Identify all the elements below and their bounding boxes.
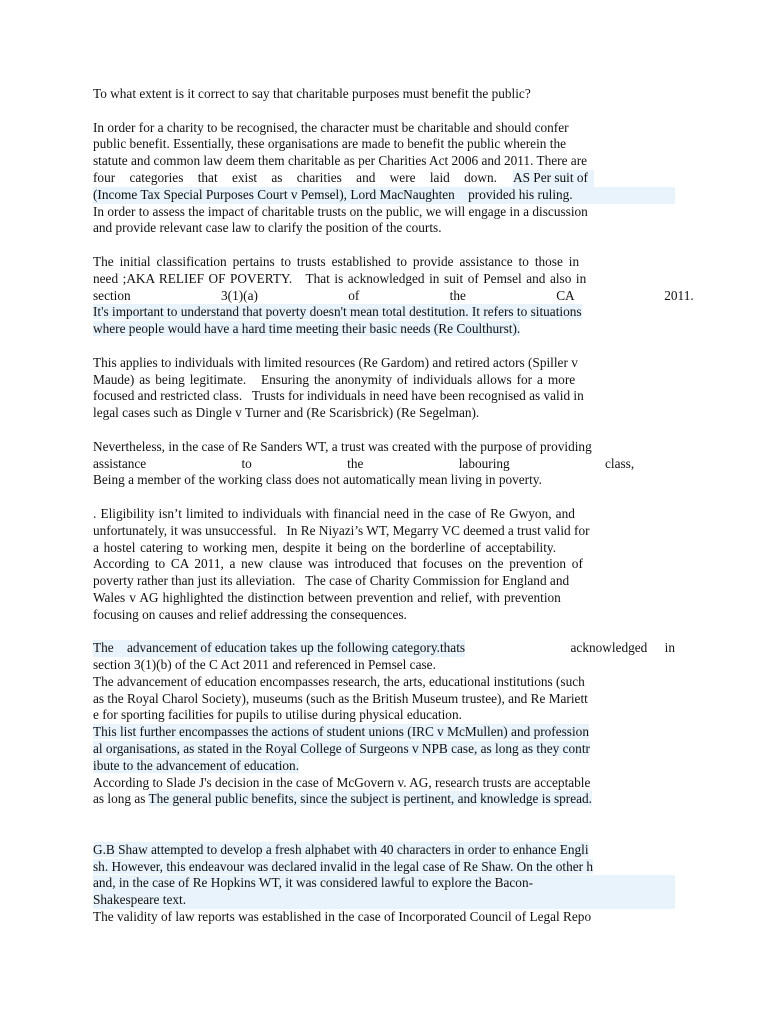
text-line-highlighted: G.B Shaw attempted to develop a fresh alphabet with 40 characters in order to enhance Engli bbox=[93, 841, 589, 857]
text-line: legal cases such as Dingle v Turner and (Re Scarisbrick) (Re Segelman). bbox=[93, 405, 480, 421]
text-line-highlighted: where people would have a hard time meeting their basic needs (Re Coulthurst). bbox=[93, 321, 521, 337]
paragraph-relief-of-poverty bbox=[93, 253, 694, 338]
paragraph-introduction bbox=[93, 120, 675, 238]
document-page bbox=[93, 86, 694, 926]
text-line: Being a member of the working class does not automatically mean living in poverty. bbox=[93, 472, 542, 488]
text-line: According to CA 2011, a new clause was introduced that focuses on the prevention of bbox=[93, 556, 583, 572]
text-line-highlighted: The general public benefits, since the subject is pertinent, and knowledge is spread. bbox=[148, 791, 592, 807]
text-line-highlighted: It's important to understand that poverty doesn't mean total destitution. It refers to situations bbox=[93, 304, 582, 320]
paragraph-advancement-of-education bbox=[93, 640, 675, 808]
text-line: acknowledged in bbox=[570, 640, 675, 656]
text-line-highlighted: sh. However, this endeavour was declared invalid in the legal case of Re Shaw. On the other h bbox=[93, 858, 594, 874]
text-line: Nevertheless, in the case of Re Sanders WT, a trust was created with the purpose of providing bbox=[93, 438, 592, 454]
text-line: four categories that exist as charities and were laid down. bbox=[93, 169, 497, 185]
text-line: and provide relevant case law to clarify the position of the courts. bbox=[93, 220, 442, 236]
text-line-highlighted: (Income Tax Special Purposes Court v Pemsel), Lord MacNaughten provided his ruling. bbox=[93, 187, 675, 204]
text-line-highlighted: ibute to the advancement of education. bbox=[93, 757, 300, 773]
text-line: In order to assess the impact of charitable trusts on the public, we will engage in a discussion bbox=[93, 203, 588, 219]
text-line: poverty rather than just its alleviation. The case of Charity Commission for England and bbox=[93, 573, 570, 589]
text-line-highlighted: al organisations, as stated in the Royal College of Surgeons v NPB case, as long as they contr bbox=[93, 741, 590, 757]
text-line: public benefit. Essentially, these organisations are made to benefit the public wherein the bbox=[93, 136, 567, 152]
text-line: statute and common law deem them charitable as per Charities Act 2006 and 2011. There are bbox=[93, 153, 588, 169]
text-line: as long as bbox=[93, 791, 149, 807]
text-line-highlighted: This list further encompasses the actions of student unions (IRC v McMullen) and profession bbox=[93, 724, 589, 740]
paragraph-shaw-alphabet bbox=[93, 842, 675, 926]
text-line: section 3(1)(b) of the C Act 2011 and referenced in Pemsel case. bbox=[93, 657, 436, 673]
text-line: as the Royal Charol Society), museums (such as the British Museum trustee), and Re Mariett bbox=[93, 690, 588, 706]
text-line: The advancement of education encompasses research, the arts, educational institutions (such bbox=[93, 673, 585, 689]
text-line: section 3(1)(a) of the CA 2011. bbox=[93, 287, 694, 303]
text-line: Maude) as being legitimate. Ensuring the anonymity of individuals allows for a more bbox=[93, 371, 576, 387]
text-line: . Eligibility isn’t limited to individuals with financial need in the case of Re Gwyon, and bbox=[93, 505, 575, 521]
text-line-highlighted: AS Per suit of bbox=[513, 170, 594, 187]
text-line: e for sporting facilities for pupils to utilise during physical education. bbox=[93, 707, 462, 723]
text-line: assistance to the labouring class, bbox=[93, 455, 635, 471]
paragraph-re-sanders bbox=[93, 439, 675, 489]
essay-question: To what extent is it correct to say that charitable purposes must benefit the public? bbox=[93, 86, 531, 101]
text-line: This applies to individuals with limited resources (Re Gardom) and retired actors (Spiller v bbox=[93, 354, 578, 370]
paragraph-eligibility bbox=[93, 506, 675, 624]
text-line: need ;AKA RELIEF OF POVERTY. That is acknowledged in suit of Pemsel and also in bbox=[93, 270, 587, 286]
text-line: focused and restricted class. Trusts for individuals in need have been recognised as valid in bbox=[93, 388, 584, 404]
text-line: Wales v AG highlighted the distinction between prevention and relief, with prevention bbox=[93, 589, 561, 605]
text-line: a hostel catering to working men, despite it being on the borderline of acceptability. bbox=[93, 539, 557, 555]
paragraph-limited-resources bbox=[93, 355, 675, 422]
text-line-highlighted: The advancement of education takes up the following category.thats bbox=[93, 640, 466, 656]
text-line: According to Slade J's decision in the case of McGovern v. AG, research trusts are acceptable bbox=[93, 774, 591, 790]
text-line: The validity of law reports was established in the case of Incorporated Council of Legal Repo bbox=[93, 909, 592, 925]
text-line-highlighted: and, in the case of Re Hopkins WT, it was considered lawful to explore the Bacon- bbox=[93, 875, 675, 892]
text-line-highlighted: Shakespeare text. bbox=[93, 892, 675, 909]
text-line: focusing on causes and relief addressing the consequences. bbox=[93, 606, 407, 622]
text-line: In order for a charity to be recognised, the character must be charitable and should confer bbox=[93, 119, 569, 135]
text-line: The initial classification pertains to trusts established to provide assistance to those in bbox=[93, 253, 580, 269]
text-line: unfortunately, it was unsuccessful. In Re Niyazi’s WT, Megarry VC deemed a trust valid for bbox=[93, 522, 590, 538]
